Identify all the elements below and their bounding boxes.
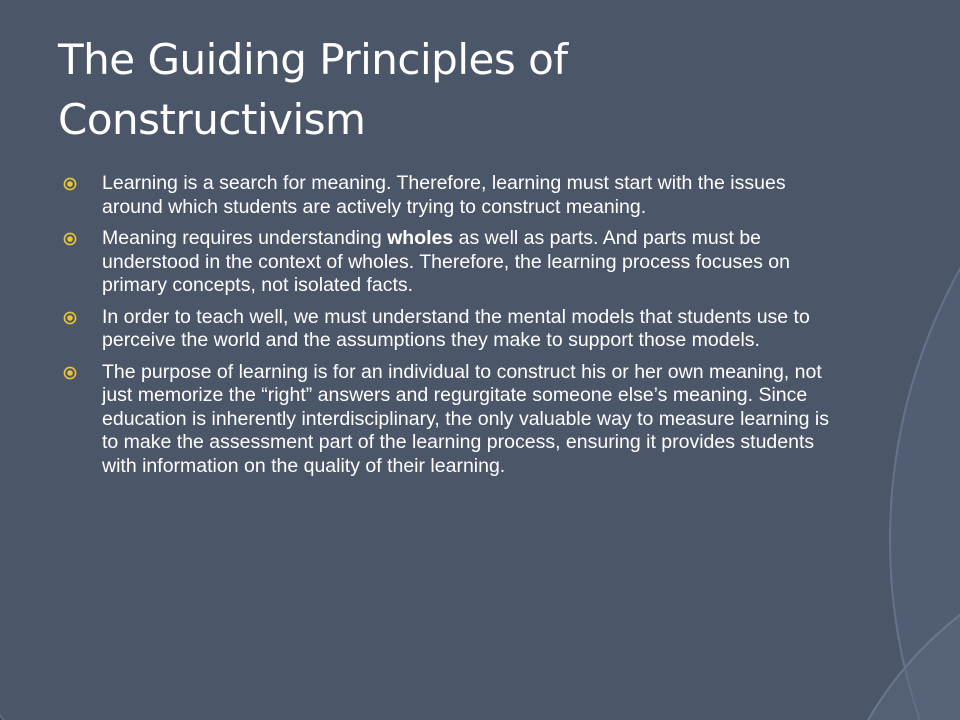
bullet-text-part: as well as parts. And parts must be understood in the context of wholes. Therefore, the learning process focuses on primary concepts, not isolated facts. xyxy=(102,227,790,296)
bullet-text: In order to teach well, we must understand the mental models that students use to perceive the world and the assumptions they make to support those models. xyxy=(102,305,810,351)
bullet-item xyxy=(62,361,842,479)
circled-dot-bullet-icon xyxy=(63,311,77,325)
bullet-text: Learning is a search for meaning. Therefore, learning must start with the issues around which students are actively trying to construct meaning. xyxy=(102,172,786,218)
bullet-text-part: Meaning requires understanding xyxy=(102,227,388,249)
bullet-item xyxy=(62,172,842,219)
bullet-text: The purpose of learning is for an individual to construct his or her own meaning, not just memorize the “right” answers and regurgitate someone else’s meaning. Since education is inherently interdisciplinary, the only valuable way to measure learning is to make the assessment part of the learning process, ensuring it provides students with information on the quality of their learning. xyxy=(102,360,829,477)
circled-dot-bullet-icon xyxy=(63,232,77,246)
circled-dot-bullet-icon xyxy=(63,366,77,380)
bullet-text-emphasis: wholes xyxy=(387,227,454,249)
slide-title: The Guiding Principles of Constructivism xyxy=(58,35,568,144)
bullet-text xyxy=(102,227,790,296)
bullet-item xyxy=(62,306,842,353)
bullet-item xyxy=(62,227,842,298)
circled-dot-bullet-icon xyxy=(63,177,77,191)
bullet-list xyxy=(62,172,842,486)
